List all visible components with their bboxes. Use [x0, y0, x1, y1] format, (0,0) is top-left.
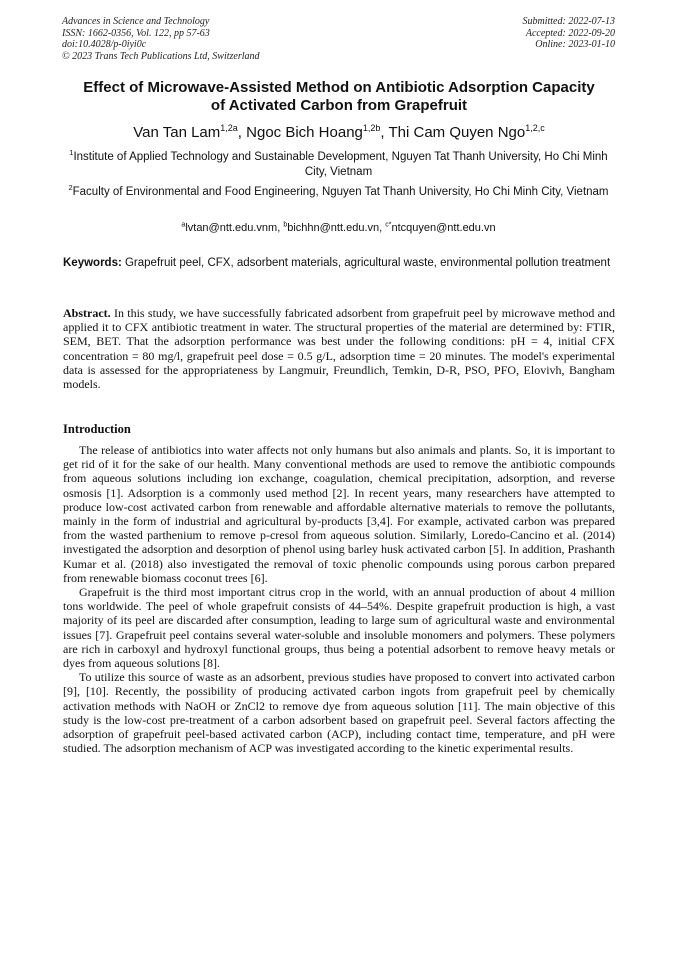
affiliation-text: Institute of Applied Technology and Sustainable Development, Nguyen Tat Thanh University, Ho Chi Minh City, Vietnam: [73, 151, 608, 178]
section-heading-introduction: Introduction: [63, 422, 131, 436]
issn-line: ISSN: 1662-0356, Vol. 122, pp 57-63: [62, 27, 210, 39]
email-superscript: a: [181, 221, 186, 229]
email-superscript: b: [283, 221, 288, 229]
abstract: [63, 306, 615, 391]
affiliation-superscript: 1: [69, 148, 74, 158]
title-line-2: of Activated Carbon from Grapefruit: [210, 97, 468, 114]
affiliation-superscript: 2: [68, 183, 73, 193]
author-separator: ,: [237, 124, 247, 141]
submitted-date: Submitted: 2022-07-13: [522, 16, 615, 27]
email-superscript: c*: [385, 221, 392, 229]
paragraph: To utilize this source of waste as an adsorbent, previous studies have proposed to convert into activated carbon [9], [10]. Recently, the possibility of producing activated carbon ingots from grapefruit peel by chemically activation methods with NaOH or ZnCl2 to remove dye from aqueous solution [11]. The main objective of this study is the low-cost pre-treatment of a carbon adsorbent based on grapefruit peel. Several factors affecting the adsorption of grapefruit peel-based activated carbon (ACP), including contact time, temperature, and pH were studied. The adsorption mechanism of ACP was investigated according to the kinetic experimental results.: [63, 670, 615, 756]
abstract-text: In this study, we have successfully fabricated adsorbent from grapefruit peel by microwave method and applied it to CFX antibiotic treatment in water. The structural properties of the material are determined by: FTIR, SEM, BET. That the adsorption performance was best under the following conditions: pH = 4, initial CFX concentration = 80 mg/l, grapefruit peel dose = 0.5 g/L, adsorption time = 20 minutes. The model's experimental data is assessed for the appropriateness by Langmuir, Freundlich, Temkin, D-R, PSO, PFO, Elovivh, Bangham models.: [63, 306, 615, 392]
paragraph: Grapefruit is the third most important citrus crop in the world, with an annual production of about 4 million tons worldwide. The peel of whole grapefruit consists of 44–54%. Despite grapefruit production is high, a vast majority of its peel are discarded after consumption, leading to large sum of agricultural waste and environmental issues [7]. Grapefruit peel contains several water-soluble and insoluble monomers and polymers. These polymers are rich in carboxyl and hydroxyl functional groups, thus being a potential adsorbent to remove heavy metals or dyes from aqueous solutions [8].: [63, 585, 615, 671]
journal-name: Advances in Science and Technology: [62, 16, 210, 27]
paragraph: The release of antibiotics into water affects not only humans but also animals and plants. So, it is important to get rid of it for the sake of our health. Many conventional methods are used to remove the antibiotic compounds from aqueous solutions including ion exchange, coagulation, chemical precipitation, adsorption, and reverse osmosis [1]. Adsorption is a commonly used method [2]. In recent years, many researchers have attempted to produce low-cost activated carbon from renewable and affordable alternative materials to remove the pollutants, mainly in the form of industrial and agricultural by-products [3,4]. For example, activated carbon was prepared from the wasted parthenium to remove p-cresol from aqueous solution. Similarly, Loredo-Cancino et al. (2014) investigated the adsorption and desorption of phenol using barley husk activated carbon [5]. In addition, Prashanth Kumar et al. (2018) also investigated the removal of toxic phenolic compounds using porous carbon prepared from renewable biomass coconut trees [6].: [63, 443, 615, 585]
keywords-label: Keywords:: [63, 257, 122, 269]
author-emails: [62, 221, 615, 235]
accepted-date: Accepted: 2022-09-20: [525, 27, 615, 39]
author-name: Van Tan Lam: [133, 124, 221, 141]
author-list: [50, 124, 628, 142]
email-link-a[interactable]: lvtan@ntt.edu.vnm,: [185, 222, 284, 234]
author-name: Thi Cam Quyen Ngo: [388, 124, 526, 141]
author-name: Ngoc Bich Hoang: [246, 124, 363, 141]
online-date: Online: 2023-01-10: [535, 39, 615, 50]
paper-title: [50, 79, 628, 115]
affiliation-text: Faculty of Environmental and Food Engineering, Nguyen Tat Thanh University, Ho Chi Minh City, Vietnam: [72, 186, 609, 198]
email-link-b[interactable]: bichhn@ntt.edu.vn,: [287, 222, 386, 234]
submission-dates: [523, 16, 616, 51]
keywords-text: Grapefruit peel, CFX, adsorbent materials, agricultural waste, environmental pollution treatment: [121, 257, 611, 269]
author-superscript: 1,2b: [362, 123, 381, 133]
introduction-body: [63, 443, 615, 755]
abstract-label: Abstract.: [63, 306, 111, 320]
journal-info: [62, 16, 260, 62]
copyright-line: © 2023 Trans Tech Publications Ltd, Switzerland: [62, 50, 260, 62]
affiliation-1: [62, 150, 615, 179]
author-separator: ,: [380, 124, 389, 141]
affiliation-2: [62, 185, 615, 200]
author-superscript: 1,2a: [220, 123, 238, 133]
keywords: [63, 256, 615, 271]
author-superscript: 1,2,c: [525, 123, 545, 133]
doi-line[interactable]: doi:10.4028/p-0iyi0c: [62, 39, 147, 50]
email-link-c[interactable]: ntcquyen@ntt.edu.vn: [391, 222, 496, 234]
title-line-1: Effect of Microwave-Assisted Method on Antibiotic Adsorption Capacity: [83, 79, 595, 96]
